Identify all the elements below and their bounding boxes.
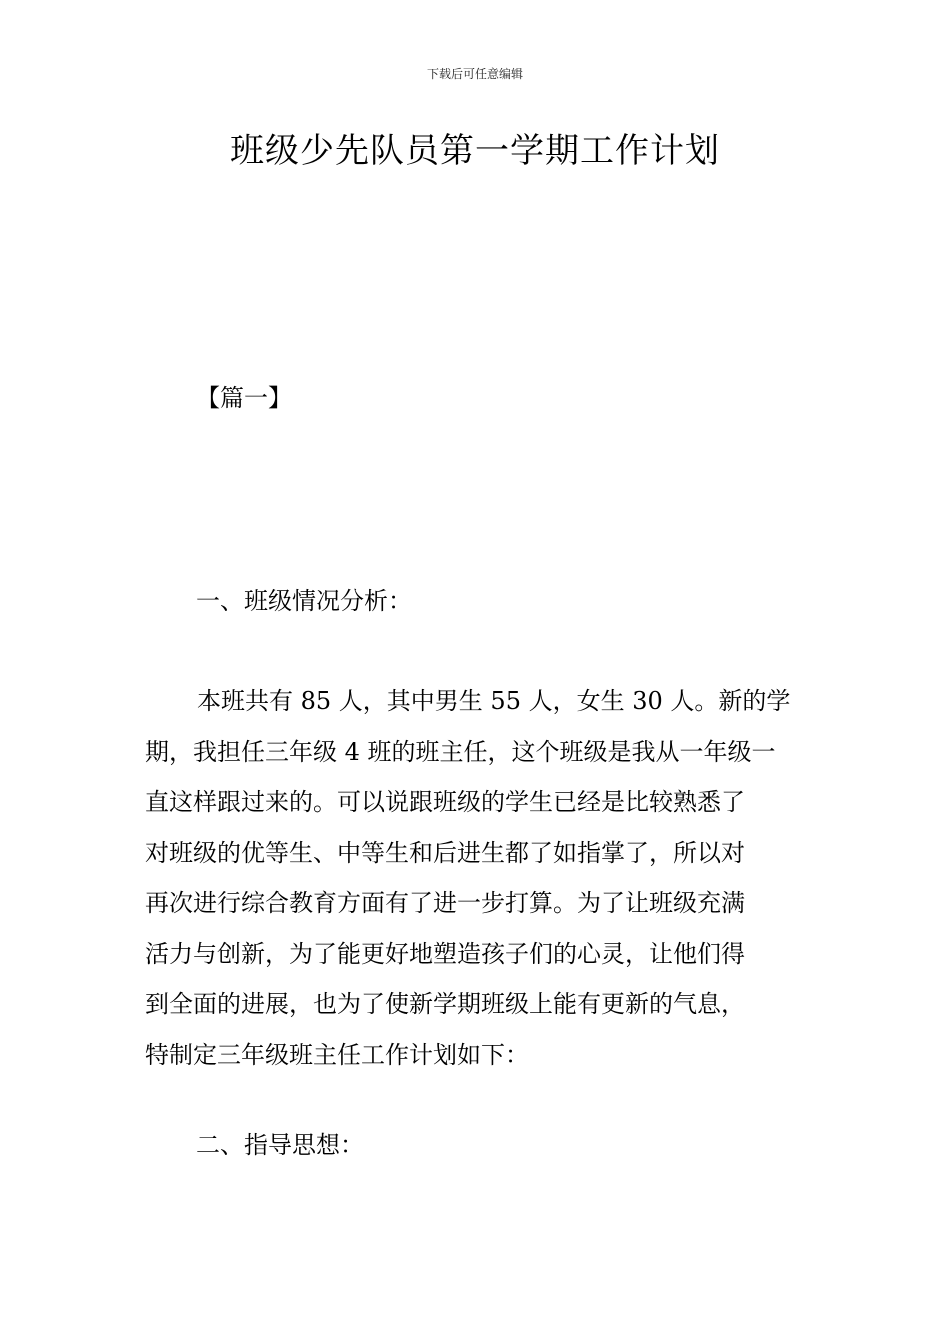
section-heading-class-analysis: 一、班级情况分析： bbox=[196, 587, 412, 615]
paragraph-line: 到全面的进展，也为了使新学期班级上能有更新的气息， bbox=[145, 990, 745, 1018]
section-heading-guiding-ideology: 二、指导思想： bbox=[196, 1131, 364, 1159]
document-title: 班级少先队员第一学期工作计划 bbox=[230, 131, 720, 171]
body-paragraph bbox=[145, 676, 815, 1080]
paragraph-line: 期，我担任三年级 4 班的班主任，这个班级是我从一年级一 bbox=[145, 737, 776, 766]
section-mark: 【篇一】 bbox=[196, 384, 292, 412]
paragraph-line: 本班共有 85 人，其中男生 55 人，女生 30 人。新的学 bbox=[197, 687, 791, 715]
paragraph-line: 再次进行综合教育方面有了进一步打算。为了让班级充满 bbox=[145, 889, 745, 917]
paragraph-line: 对班级的优等生、中等生和后进生都了如指掌了，所以对 bbox=[145, 838, 745, 867]
paragraph-line: 活力与创新，为了能更好地塑造孩子们的心灵，让他们得 bbox=[145, 939, 745, 968]
paragraph-line: 特制定三年级班主任工作计划如下： bbox=[145, 1040, 529, 1069]
header-note: 下载后可任意编辑 bbox=[426, 67, 523, 81]
paragraph-line: 直这样跟过来的。可以说跟班级的学生已经是比较熟悉了 bbox=[145, 788, 745, 816]
